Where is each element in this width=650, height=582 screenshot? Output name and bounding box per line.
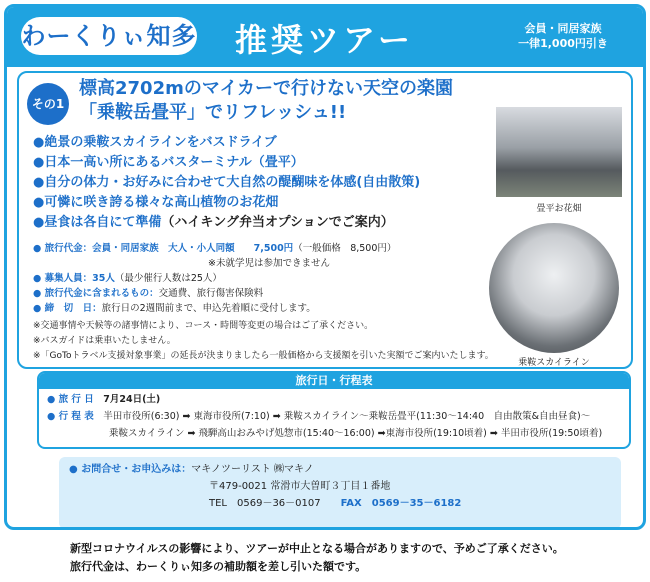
footer-notice: [70, 540, 564, 576]
page-title: 推奨ツアー: [235, 21, 415, 59]
route-line-1: 半田市役所(6:30) ➡ 東海市役所(7:10) ➡ 乗鞍スカイライン～乗鞍岳畳平(11:30～14:40 自由散策&自由昼食)～: [103, 411, 591, 422]
photo1-caption: 畳平お花畑: [536, 204, 582, 214]
tour-details-panel: [17, 71, 633, 369]
recruit-label: ● 募集人員：35人: [33, 273, 115, 284]
date-value: 7月24日(土): [103, 394, 161, 405]
fee-label: ● 旅行代金：会員・同居家族 大人・小人同額: [33, 243, 235, 254]
contact-company: マキノツーリスト ㈱マキノ: [191, 464, 314, 475]
note-item: ※バスガイドは乗車いたしません。: [33, 336, 176, 346]
contact-address: 〒479-0021 常滑市大曽町３丁目１番地: [209, 481, 391, 492]
schedule-box: [37, 371, 631, 449]
schedule-body: [39, 389, 629, 444]
notes-list: [33, 319, 494, 364]
contact-label: ● お問合せ・お申込みは：: [69, 464, 192, 475]
recruit-note: （最少催行人数は25人）: [114, 273, 222, 284]
discount-line-2: 一律1,000円引き: [518, 37, 608, 50]
deadline-value: 旅行日の2週間前まで、申込先着順に受付します。: [101, 303, 316, 314]
fee-note: ※未就学児は参加できません: [208, 258, 330, 269]
deadline-row: [33, 301, 396, 316]
tour-info: [33, 241, 396, 316]
fee-value: 7,500円: [253, 243, 294, 254]
highlight-list: [33, 133, 420, 233]
tour-headline: [79, 77, 453, 125]
flyer-frame: [4, 4, 646, 530]
discount-line-1: 会員・同居家族: [524, 22, 602, 35]
schedule-header: 旅行日・行程表: [39, 373, 629, 389]
include-label: ● 旅行代金に含まれるもの：: [33, 288, 159, 299]
tour-number-badge: その1: [27, 83, 69, 125]
flower-field-photo: [496, 107, 622, 197]
include-value: 交通費、旅行傷害保険料: [158, 288, 264, 299]
highlight-item: ●自分の体力・お好みに合わせて大自然の醍醐味を体感(自由散策): [33, 175, 421, 190]
footer-line-2: 旅行代金は、わーくりぃ知多の補助額を差し引いた額です。: [70, 560, 367, 573]
contact-phone-row: [69, 495, 611, 512]
headline-line-1: 標高2702mのマイカーで行けない天空の楽園: [79, 78, 453, 99]
header-bar: [7, 7, 643, 67]
highlight-item: ●可憐に咲き誇る様々な高山植物のお花畑: [33, 195, 279, 210]
lunch-option-text: （ハイキング弁当オプションでご案内）: [161, 215, 394, 230]
fee-normal: （一般価格 8,500円）: [293, 243, 397, 254]
fee-row: [33, 241, 396, 256]
highlight-item: [33, 213, 420, 233]
date-label: ● 旅 行 日: [47, 394, 94, 405]
date-row: [47, 391, 621, 408]
contact-tel: TEL 0569－36－0107: [209, 498, 321, 509]
note-item: ※「GoToトラベル支援対象事業」の延長が決まりましたら一般価格から支援額を引いた実額でご案内いたします。: [33, 351, 494, 361]
deadline-label: ● 締 切 日：: [33, 303, 102, 314]
contact-box: [59, 457, 621, 529]
lunch-text: ●昼食は各自にて準備: [33, 215, 162, 230]
footer-line-1: 新型コロナウイルスの影響により、ツアーが中止となる場合がありますので、予めご了承ください。: [70, 542, 564, 555]
highlight-item: ●日本一高い所にあるバスターミナル（畳平）: [33, 155, 304, 170]
recruit-row: [33, 271, 396, 286]
discount-note: [493, 21, 633, 51]
contact-fax: FAX 0569－35－6182: [340, 498, 462, 509]
route-label: ● 行 程 表: [47, 411, 94, 422]
route-line-2: 乗鞍スカイライン ➡ 飛騨高山おみやげ処惣市(15:40～16:00) ➡東海市役所(19:10頃着) ➡ 半田市役所(19:50頃着): [109, 428, 603, 439]
brand-logo: わーくりぃ知多: [21, 17, 197, 55]
contact-row: [69, 461, 611, 478]
photo2-caption: 乗鞍スカイライン: [518, 358, 590, 368]
headline-line-2: 「乗鞍岳畳平」でリフレッシュ!!: [79, 102, 347, 123]
route-row: [47, 408, 621, 425]
highlight-item: ●絶景の乗鞍スカイラインをバスドライブ: [33, 135, 277, 150]
include-row: [33, 286, 396, 301]
skyline-photo: [489, 223, 619, 353]
note-item: ※交通事情や天候等の諸事情により、コース・時間等変更の場合はご了承ください。: [33, 321, 374, 331]
